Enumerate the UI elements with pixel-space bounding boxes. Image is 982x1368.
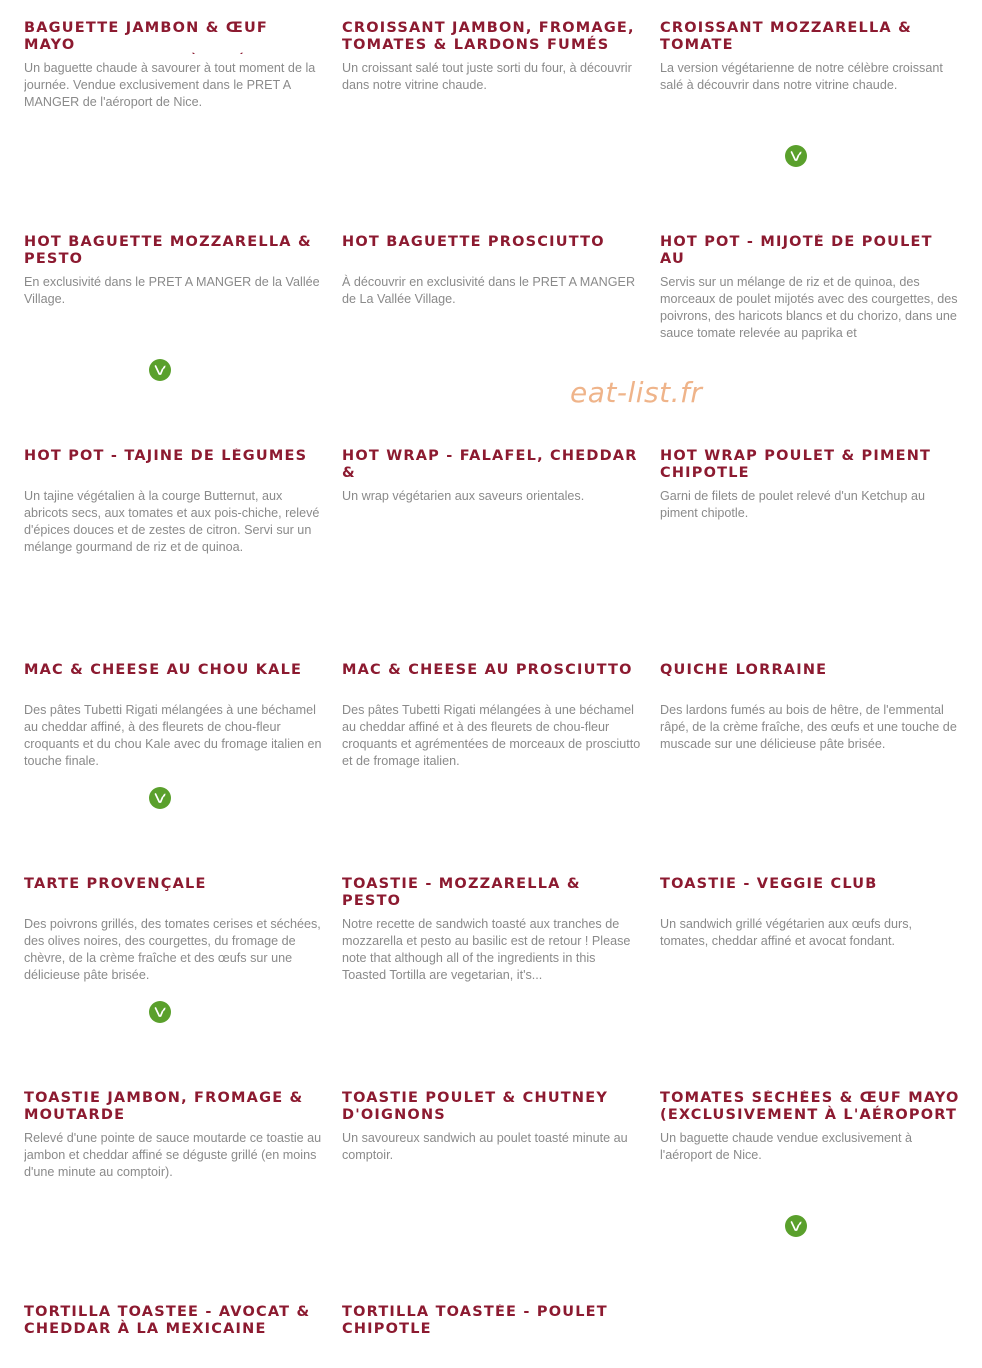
watermark: eat-list.fr [570, 376, 703, 409]
product-card[interactable] [342, 662, 642, 770]
product-title[interactable]: TOASTIE POULET & CHUTNEY D'OIGNONS [342, 1090, 609, 1123]
product-card[interactable] [660, 234, 960, 342]
product-title[interactable]: CROISSANT JAMBON, FROMAGE, TOMATES & LARDONS FUMÉS [342, 20, 635, 53]
product-title[interactable]: TORTILLA TOASTEE - AVOCAT & CHEDDAR À LA MEXICAINE [24, 1304, 311, 1337]
product-card[interactable] [24, 1090, 324, 1198]
product-description: Servis sur un mélange de riz et de quinoa, des morceaux de poulet mijotés avec des courgettes, des poivrons, des haricots blancs et du chorizo, dans une sauce tomate relevée au paprika et [660, 275, 958, 340]
product-title[interactable]: QUICHE LORRAINE [660, 662, 828, 678]
product-card[interactable] [342, 1090, 642, 1198]
product-description: Des lardons fumés au bois de hêtre, de l'emmental râpé, de la crème fraîche, des œufs et une touche de muscade sur une délicieuse pâte brisée. [660, 703, 957, 751]
product-title[interactable]: HOT WRAP - FALAFEL, CHEDDAR & [342, 448, 638, 481]
product-card[interactable] [660, 876, 960, 984]
product-title[interactable]: TOASTIE - VEGGIE CLUB [660, 876, 878, 892]
product-title[interactable]: TARTE PROVENÇALE [24, 876, 207, 892]
product-card[interactable] [342, 1304, 642, 1338]
product-card[interactable] [660, 448, 960, 556]
product-description: Notre recette de sandwich toasté aux tranches de mozzarella et pesto au basilic est de retour ! Please note that although all of the ingredients in this Toasted Tortilla are vegetarian, it's... [342, 917, 631, 982]
product-card[interactable] [660, 20, 960, 128]
product-card[interactable] [24, 662, 324, 770]
product-card[interactable] [342, 876, 642, 984]
product-description: Un baguette chaude à savourer à tout moment de la journée. Vendue exclusivement dans le PRET A MANGER de l'aéroport de Nice. [24, 61, 316, 109]
product-description: Des poivrons grillés, des tomates cerises et séchées, des olives noires, des courgettes, du fromage de chèvre, de la crème fraîche et des œufs sur une délicieuse pâte brisée. [24, 917, 321, 982]
product-description: Garni de filets de poulet relevé d'un Ketchup au piment chipotle. [660, 489, 925, 520]
product-title[interactable]: CROISSANT MOZZARELLA & TOMATE [660, 20, 912, 53]
vegetarian-leaf-icon [785, 145, 807, 167]
product-title[interactable]: TOASTIE - MOZZARELLA & PESTO [342, 876, 581, 909]
product-title[interactable]: BAGUETTE JAMBON & ŒUF MAYO [24, 20, 269, 53]
product-card[interactable] [24, 876, 324, 984]
product-title[interactable]: TOMATES SÉCHÉES & ŒUF MAYO (EXCLUSIVEMENT À L'AÉROPORT [660, 1090, 960, 1123]
product-description: Des pâtes Tubetti Rigati mélangées à une béchamel au cheddar affiné et à des fleurets de chou-fleur croquants et agrémentées de morceaux de prosciutto et de fromage italien. [342, 703, 641, 768]
product-card[interactable] [24, 448, 324, 556]
vegetarian-leaf-icon [149, 787, 171, 809]
product-title[interactable]: HOT POT - MIJOTÉ DE POULET AU [660, 234, 933, 267]
product-title[interactable]: MAC & CHEESE AU CHOU KALE [24, 662, 303, 678]
product-title[interactable]: MAC & CHEESE AU PROSCIUTTO [342, 662, 633, 678]
product-title[interactable]: HOT BAGUETTE MOZZARELLA & PESTO [24, 234, 312, 267]
product-card[interactable] [24, 234, 324, 342]
product-description: Un croissant salé tout juste sorti du four, à découvrir dans notre vitrine chaude. [342, 61, 632, 92]
product-card[interactable] [24, 1304, 324, 1338]
product-card[interactable] [342, 20, 642, 128]
product-title[interactable]: TOASTIE JAMBON, FROMAGE & MOUTARDE [24, 1090, 304, 1123]
product-description: Relevé d'une pointe de sauce moutarde ce toastie au jambon et cheddar affiné se déguste grillé (en moins d'une minute au comptoir). [24, 1131, 322, 1179]
product-title[interactable]: HOT POT - TAJINE DE LÉGUMES [24, 448, 308, 464]
product-description: Un sandwich grillé végétarien aux œufs durs, tomates, cheddar affiné et avocat fondant. [660, 917, 912, 948]
product-card[interactable] [660, 1090, 960, 1198]
vegetarian-leaf-icon [149, 1001, 171, 1023]
product-description: La version végétarienne de notre célèbre croissant salé à découvrir dans notre vitrine chaude. [660, 61, 943, 92]
product-description: À découvrir en exclusivité dans le PRET A MANGER de La Vallée Village. [342, 275, 636, 306]
product-description: Un savoureux sandwich au poulet toasté minute au comptoir. [342, 1131, 628, 1162]
product-description: Un baguette chaude vendue exclusivement à l'aéroport de Nice. [660, 1131, 913, 1162]
product-title[interactable]: HOT WRAP POULET & PIMENT CHIPOTLE [660, 448, 932, 481]
product-description: Un tajine végétalien à la courge Butternut, aux abricots secs, aux tomates et aux pois-chiche, relevé d'épices douces et de zestes de citron. Servi sur un mélange gourmand de riz et de quinoa. [24, 489, 320, 554]
product-card[interactable] [342, 234, 642, 342]
product-card[interactable] [342, 448, 642, 556]
vegetarian-leaf-icon [785, 1215, 807, 1237]
product-description: En exclusivité dans le PRET A MANGER de la Vallée Village. [24, 275, 320, 306]
product-card[interactable] [660, 662, 960, 770]
product-title[interactable]: TORTILLA TOASTÉE - POULET CHIPOTLE [342, 1304, 608, 1337]
vegetarian-leaf-icon [149, 359, 171, 381]
product-card[interactable] [24, 20, 324, 128]
product-description: Des pâtes Tubetti Rigati mélangées à une béchamel au cheddar affiné, à des fleurets de chou-fleur croquants et du chou Kale avec du fromage italien en touche finale. [24, 703, 322, 768]
product-description: Un wrap végétarien aux saveurs orientales. [342, 489, 585, 503]
product-title[interactable]: HOT BAGUETTE PROSCIUTTO [342, 234, 605, 250]
